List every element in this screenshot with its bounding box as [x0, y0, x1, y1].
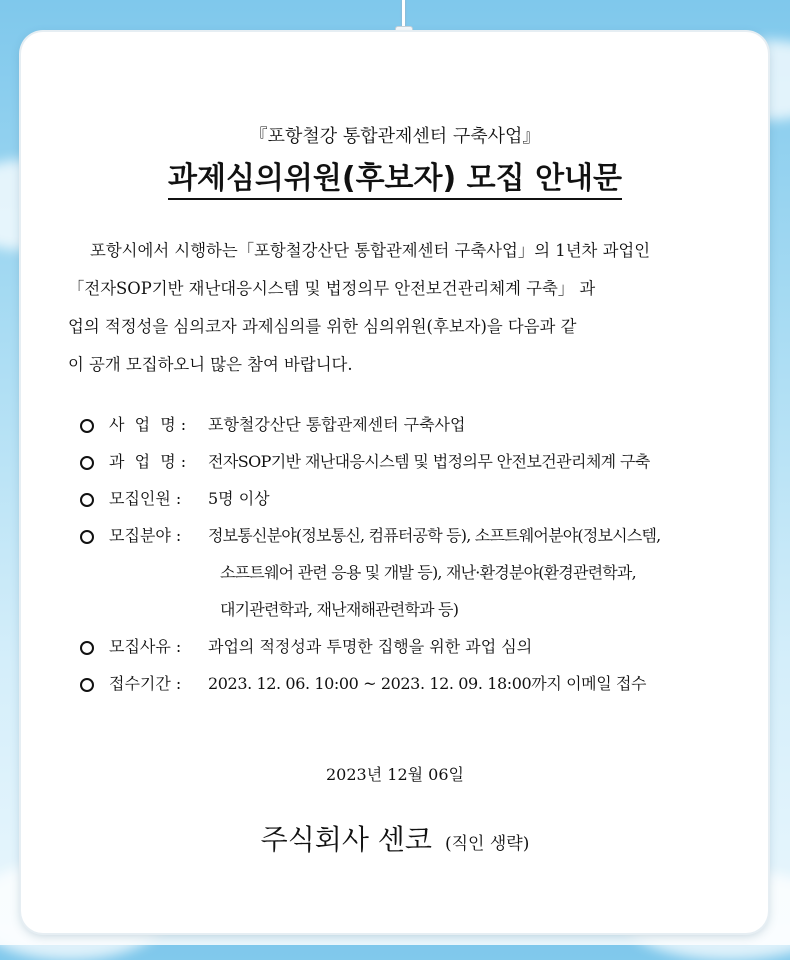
company-name: 주식회사 센코 — [260, 823, 432, 856]
circle-bullet-icon — [80, 419, 94, 433]
item-label: 모집사유 : — [109, 637, 182, 656]
item-value: 2023. 12. 06. 10:00 ~ 2023. 12. 09. 18:00까지 이메일 접수 — [208, 674, 647, 693]
item-value: 포항철강산단 통합관제센터 구축사업 — [208, 415, 466, 434]
list-item — [80, 410, 740, 447]
info-list — [80, 410, 740, 706]
circle-bullet-icon — [80, 678, 94, 692]
circle-bullet-icon — [80, 530, 94, 544]
item-label: 과 업 명 : — [109, 452, 187, 471]
list-item — [80, 521, 740, 632]
item-value: 전자SOP기반 재난대응시스템 및 법정의무 안전보건관리체계 구축 — [208, 452, 650, 471]
list-item — [80, 632, 740, 669]
item-label: 접수기간 : — [109, 674, 182, 693]
intro-line: 포항시에서 시행하는「포항철강산단 통합관제센터 구축사업」의 1년차 과업인 — [90, 241, 651, 260]
item-value: 5명 이상 — [208, 489, 270, 508]
circle-bullet-icon — [80, 641, 94, 655]
project-subtitle: 『포항철강 통합관제센터 구축사업』 — [249, 126, 541, 147]
seal-note: (직인 생략) — [444, 834, 530, 854]
item-value: 과업의 적정성과 투명한 집행을 위한 과업 심의 — [208, 637, 533, 656]
item-label: 모집인원 : — [109, 489, 182, 508]
notice-date: 2023년 12월 06일 — [326, 765, 464, 784]
item-value-line: 정보통신분야(정보통신, 컴퓨터공학 등), 소프트웨어분야(정보시스템, — [208, 526, 661, 545]
item-label: 사 업 명 : — [109, 415, 187, 434]
intro-line: 업의 적정성을 심의코자 과제심의를 위한 심의위원(후보자)을 다음과 같 — [68, 317, 577, 336]
item-value-line: 대기관련학과, 재난재해관련학과 등) — [220, 600, 459, 619]
intro-line: 「전자SOP기반 재난대응시스템 및 법정의무 안전보건관리체계 구축」 과 — [68, 279, 596, 298]
item-value-line: 소프트웨어 관련 응용 및 개발 등), 재난·환경분야(환경관련학과, — [220, 563, 636, 582]
list-item — [80, 669, 740, 706]
intro-paragraph — [68, 232, 728, 384]
circle-bullet-icon — [80, 493, 94, 507]
circle-bullet-icon — [80, 456, 94, 470]
list-item — [80, 447, 740, 484]
page-title — [0, 153, 790, 197]
intro-line: 이 공개 모집하오니 많은 참여 바랍니다. — [68, 355, 353, 374]
item-label: 모집분야 : — [109, 526, 182, 545]
page-title-text: 과제심의위원(후보자) 모집 안내문 — [168, 161, 622, 200]
company-signature — [0, 818, 790, 858]
item-value — [208, 517, 660, 628]
list-item — [80, 484, 740, 521]
